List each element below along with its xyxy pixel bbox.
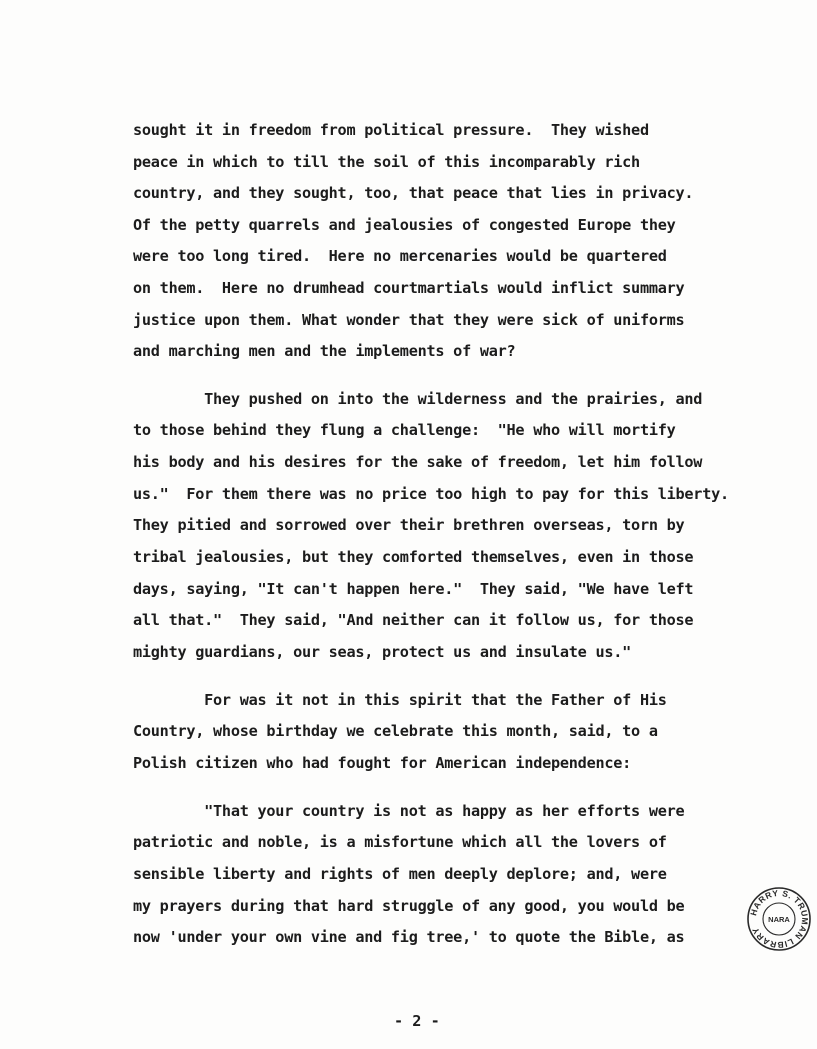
text-line: his body and his desires for the sake of freedom, let him follow	[133, 453, 703, 471]
text-line: and marching men and the implements of war?	[133, 342, 516, 360]
page-number: - 2 -	[394, 1012, 440, 1030]
text-line: justice upon them. What wonder that they were sick of uniforms	[133, 311, 685, 329]
text-line: For was it not in this spirit that the Father of His	[133, 691, 667, 709]
text-line: They pitied and sorrowed over their brethren overseas, torn by	[133, 516, 685, 534]
library-stamp-icon	[746, 886, 812, 952]
text-line: peace in which to till the soil of this incomparably rich	[133, 153, 640, 171]
text-line: Polish citizen who had fought for American independence:	[133, 754, 632, 772]
text-line: "That your country is not as happy as her efforts were	[133, 802, 685, 820]
text-line: Of the petty quarrels and jealousies of congested Europe they	[133, 216, 676, 234]
text-line: on them. Here no drumhead courtmartials would inflict summary	[133, 279, 685, 297]
text-line: all that." They said, "And neither can it follow us, for those	[133, 611, 694, 629]
text-line: were too long tired. Here no mercenaries would be quartered	[133, 247, 667, 265]
text-line: sought it in freedom from political pressure. They wished	[133, 121, 649, 139]
stamp-inner-text: NARA	[768, 915, 790, 924]
text-line: tribal jealousies, but they comforted themselves, even in those	[133, 548, 694, 566]
text-line: us." For them there was no price too high to pay for this liberty.	[133, 485, 729, 503]
text-line: now 'under your own vine and fig tree,' to quote the Bible, as	[133, 928, 685, 946]
text-line: country, and they sought, too, that peace that lies in privacy.	[133, 184, 694, 202]
stamp-outer-text: HARRY S. TRUMAN LIBRARY	[748, 887, 811, 951]
text-line: mighty guardians, our seas, protect us and insulate us."	[133, 643, 632, 661]
text-line: my prayers during that hard struggle of any good, you would be	[133, 897, 685, 915]
text-line: Country, whose birthday we celebrate this month, said, to a	[133, 722, 658, 740]
text-line: patriotic and noble, is a misfortune which all the lovers of	[133, 833, 667, 851]
text-line: They pushed on into the wilderness and the prairies, and	[133, 390, 703, 408]
text-line: days, saying, "It can't happen here." They said, "We have left	[133, 580, 694, 598]
text-line: sensible liberty and rights of men deeply deplore; and, were	[133, 865, 667, 883]
text-line: to those behind they flung a challenge: "He who will mortify	[133, 421, 676, 439]
